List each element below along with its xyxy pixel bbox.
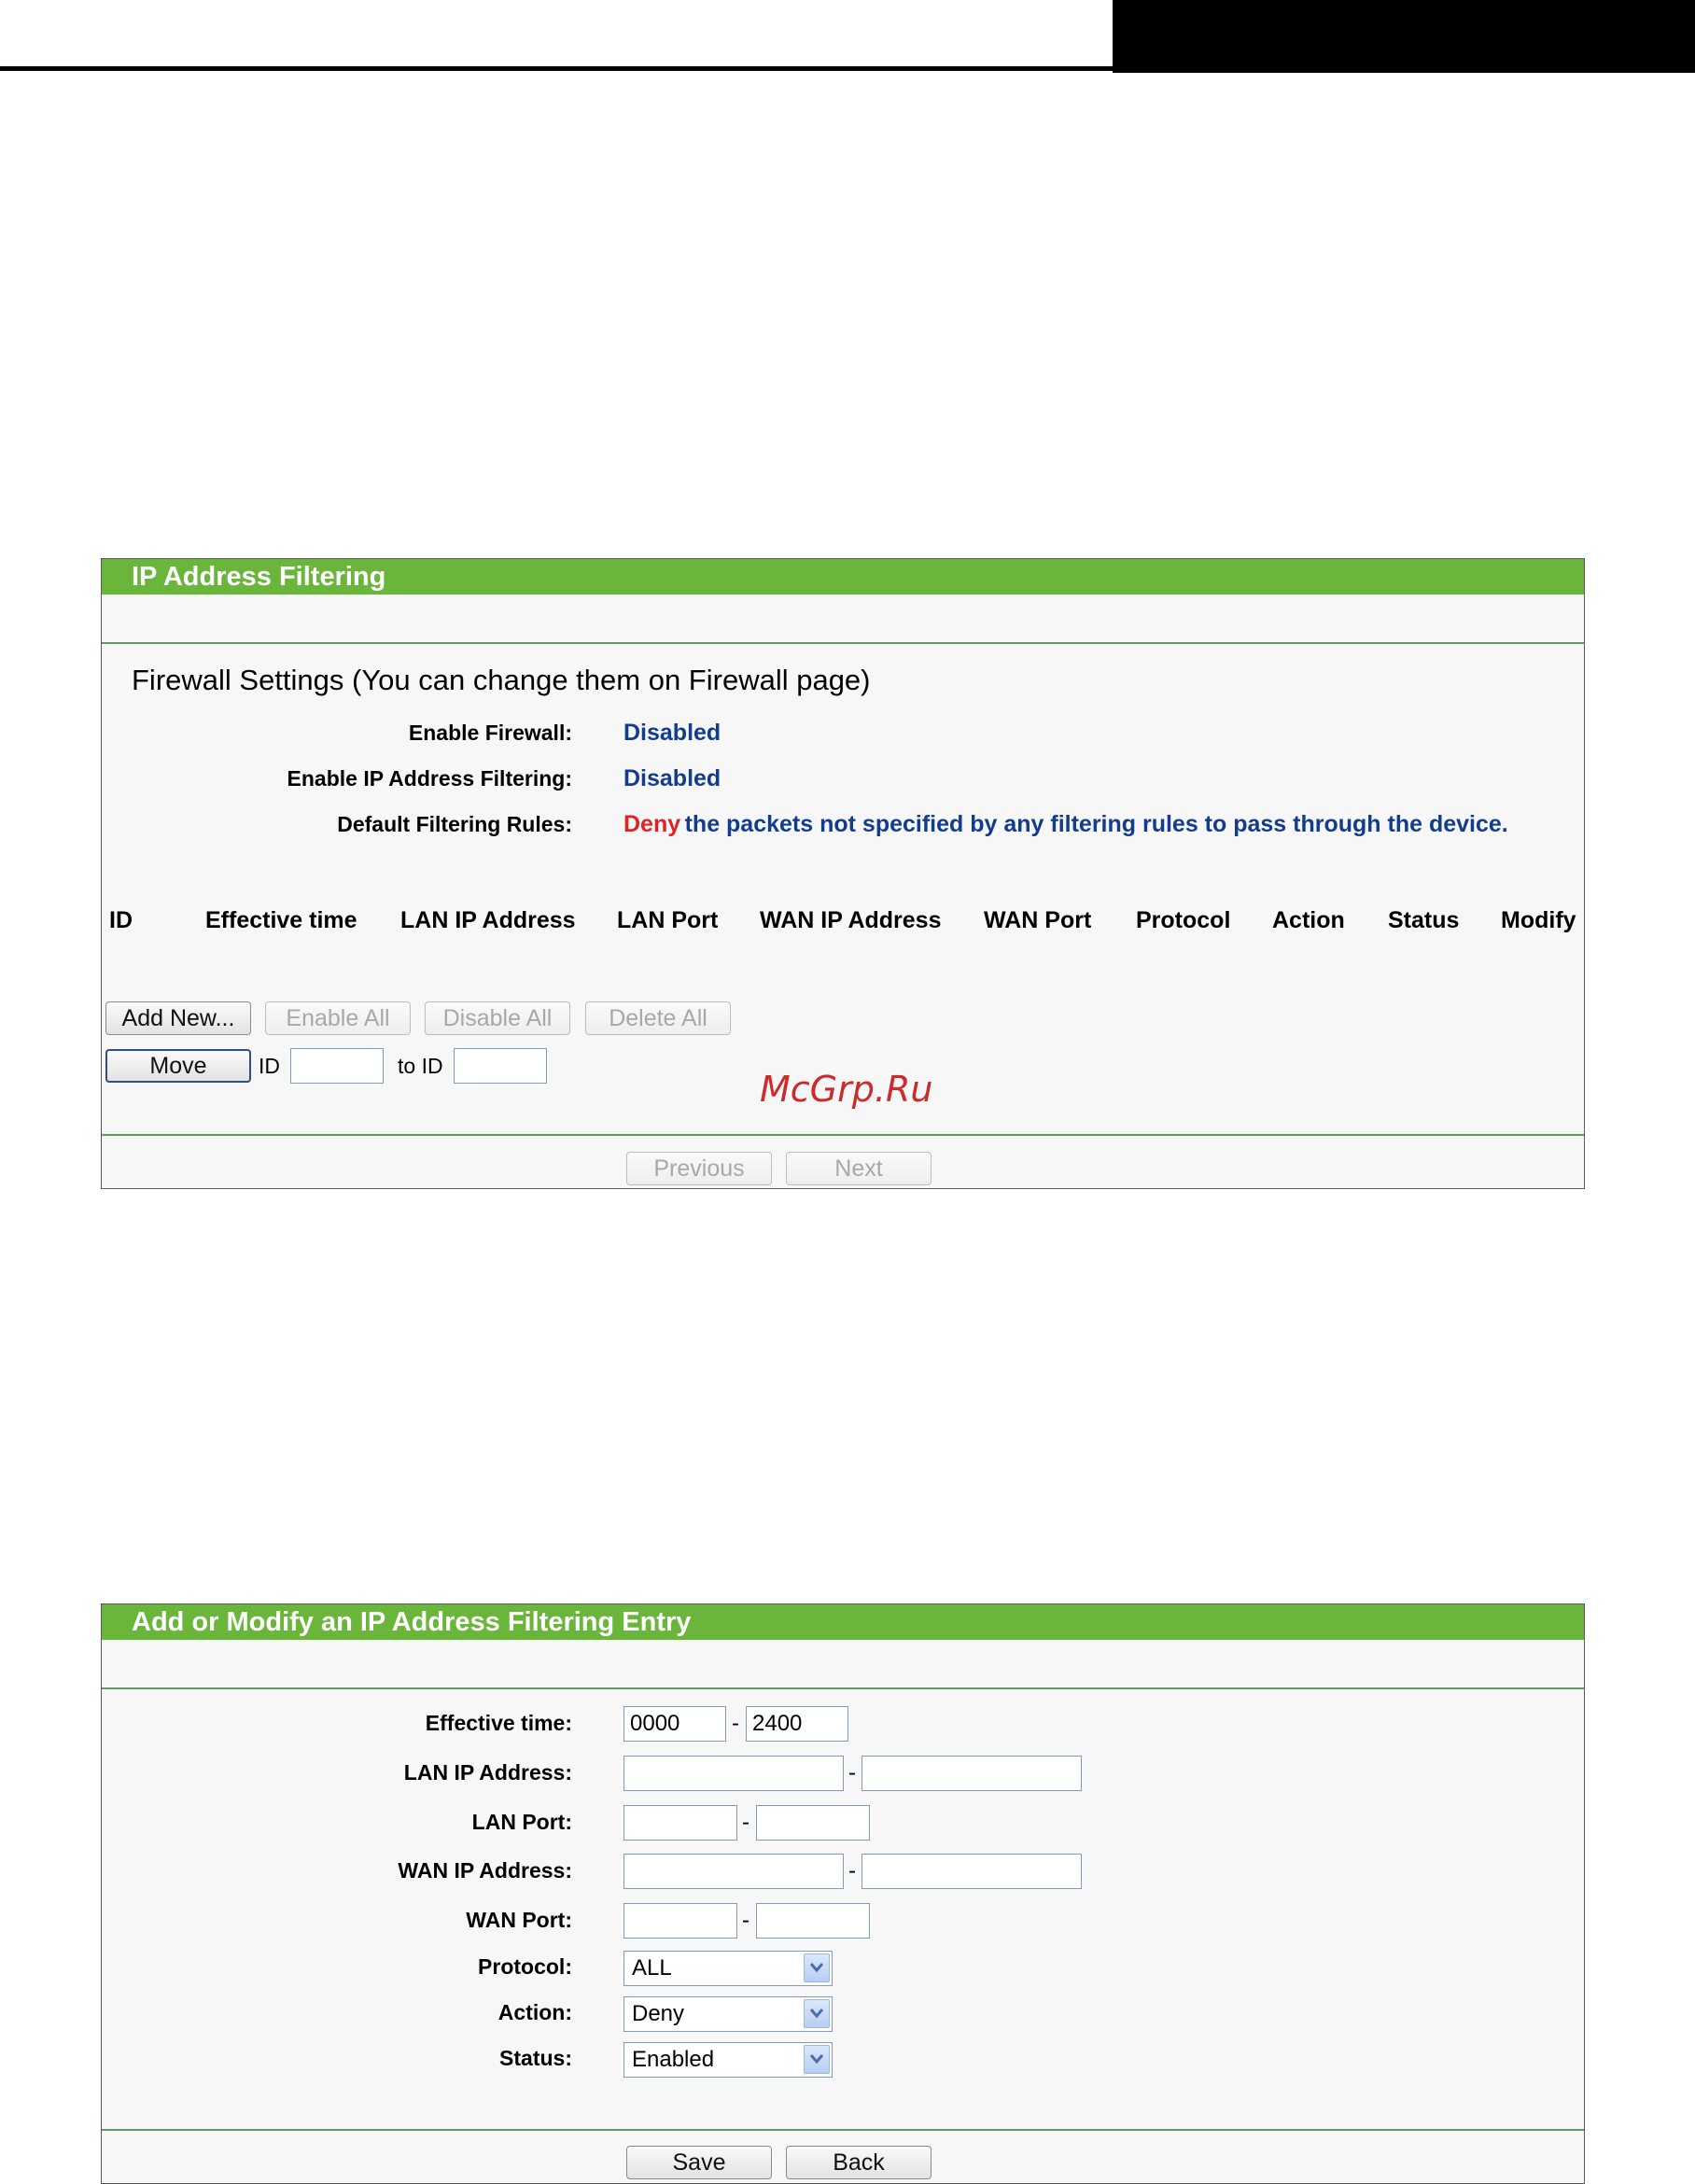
back-button[interactable]: Back [786, 2146, 932, 2179]
panel-divider-bottom [102, 1134, 1584, 1136]
column-header-id: ID [109, 907, 133, 933]
lan-ip-label: LAN IP Address: [403, 1760, 572, 1785]
lan-port-end-input[interactable] [756, 1805, 870, 1841]
deny-keyword: Deny [623, 811, 681, 837]
wan-ip-separator: - [848, 1858, 856, 1883]
column-header-lan-port: LAN Port [617, 907, 719, 933]
add-modify-entry-panel [101, 1603, 1585, 2184]
enable-ip-filtering-value: Disabled [623, 765, 721, 791]
status-label: Status: [499, 2046, 572, 2070]
action-selected-value: Deny [632, 2001, 685, 2026]
watermark-text: McGrp.Ru [760, 1069, 933, 1110]
move-id-label: ID [259, 1054, 280, 1078]
protocol-select[interactable] [623, 1951, 833, 1986]
chevron-down-icon[interactable] [804, 1999, 830, 2028]
move-button[interactable]: Move [105, 1049, 251, 1083]
save-button[interactable]: Save [626, 2146, 772, 2179]
wan-ip-start-input[interactable] [623, 1854, 844, 1889]
status-select[interactable] [623, 2042, 833, 2078]
document-header-rule [0, 66, 1695, 71]
chevron-down-icon[interactable] [804, 1953, 830, 1982]
enable-ip-filtering-label: Enable IP Address Filtering: [287, 766, 572, 791]
document-header-tab [1113, 0, 1695, 73]
action-label: Action: [497, 2000, 572, 2024]
previous-button[interactable]: Previous [626, 1152, 772, 1185]
wan-ip-label: WAN IP Address: [398, 1858, 572, 1883]
move-to-id-label: to ID [398, 1054, 443, 1078]
panel-title: Add or Modify an IP Address Filtering Entry [102, 1604, 1584, 1640]
effective-time-start-input[interactable] [623, 1706, 726, 1742]
default-rule-description: the packets not specified by any filtering rules to pass through the device. [684, 811, 1508, 837]
panel-divider-bottom [102, 2129, 1584, 2131]
enable-firewall-value: Disabled [623, 720, 721, 746]
chevron-down-icon[interactable] [804, 2045, 830, 2074]
lan-port-separator: - [742, 1810, 749, 1835]
column-header-wan-ip: WAN IP Address [760, 907, 942, 933]
status-selected-value: Enabled [632, 2047, 715, 2072]
panel-title: IP Address Filtering [102, 559, 1584, 595]
column-header-modify: Modify [1501, 907, 1576, 933]
column-header-effective-time: Effective time [205, 907, 357, 933]
move-from-id-input[interactable] [290, 1048, 384, 1084]
next-button[interactable]: Next [786, 1152, 932, 1185]
protocol-selected-value: ALL [632, 1955, 672, 1981]
enable-all-button[interactable]: Enable All [265, 1001, 411, 1035]
panel-divider-top [102, 1687, 1584, 1689]
column-header-protocol: Protocol [1136, 907, 1231, 933]
add-new-button[interactable]: Add New... [105, 1001, 251, 1035]
firewall-settings-heading: Firewall Settings (You can change them on Firewall page) [132, 664, 871, 696]
lan-port-label: LAN Port: [471, 1810, 572, 1834]
effective-time-separator: - [732, 1711, 739, 1736]
wan-port-label: WAN Port: [466, 1908, 572, 1932]
move-to-id-input[interactable] [454, 1048, 547, 1084]
default-filtering-rules-value [623, 811, 1508, 838]
column-header-wan-port: WAN Port [984, 907, 1092, 933]
default-filtering-rules-label: Default Filtering Rules: [337, 812, 572, 836]
enable-firewall-label: Enable Firewall: [408, 721, 572, 745]
column-header-action: Action [1272, 907, 1345, 933]
column-header-status: Status [1388, 907, 1460, 933]
column-header-lan-ip: LAN IP Address [400, 907, 576, 933]
effective-time-end-input[interactable] [746, 1706, 848, 1742]
lan-ip-end-input[interactable] [862, 1756, 1082, 1791]
effective-time-label: Effective time: [425, 1711, 572, 1735]
wan-port-separator: - [742, 1908, 749, 1933]
disable-all-button[interactable]: Disable All [425, 1001, 570, 1035]
lan-port-start-input[interactable] [623, 1805, 737, 1841]
delete-all-button[interactable]: Delete All [585, 1001, 731, 1035]
protocol-label: Protocol: [478, 1954, 572, 1979]
panel-divider-top [102, 642, 1584, 644]
wan-port-end-input[interactable] [756, 1903, 870, 1939]
action-select[interactable] [623, 1996, 833, 2032]
lan-ip-start-input[interactable] [623, 1756, 844, 1791]
wan-ip-end-input[interactable] [862, 1854, 1082, 1889]
wan-port-start-input[interactable] [623, 1903, 737, 1939]
lan-ip-separator: - [848, 1760, 856, 1785]
